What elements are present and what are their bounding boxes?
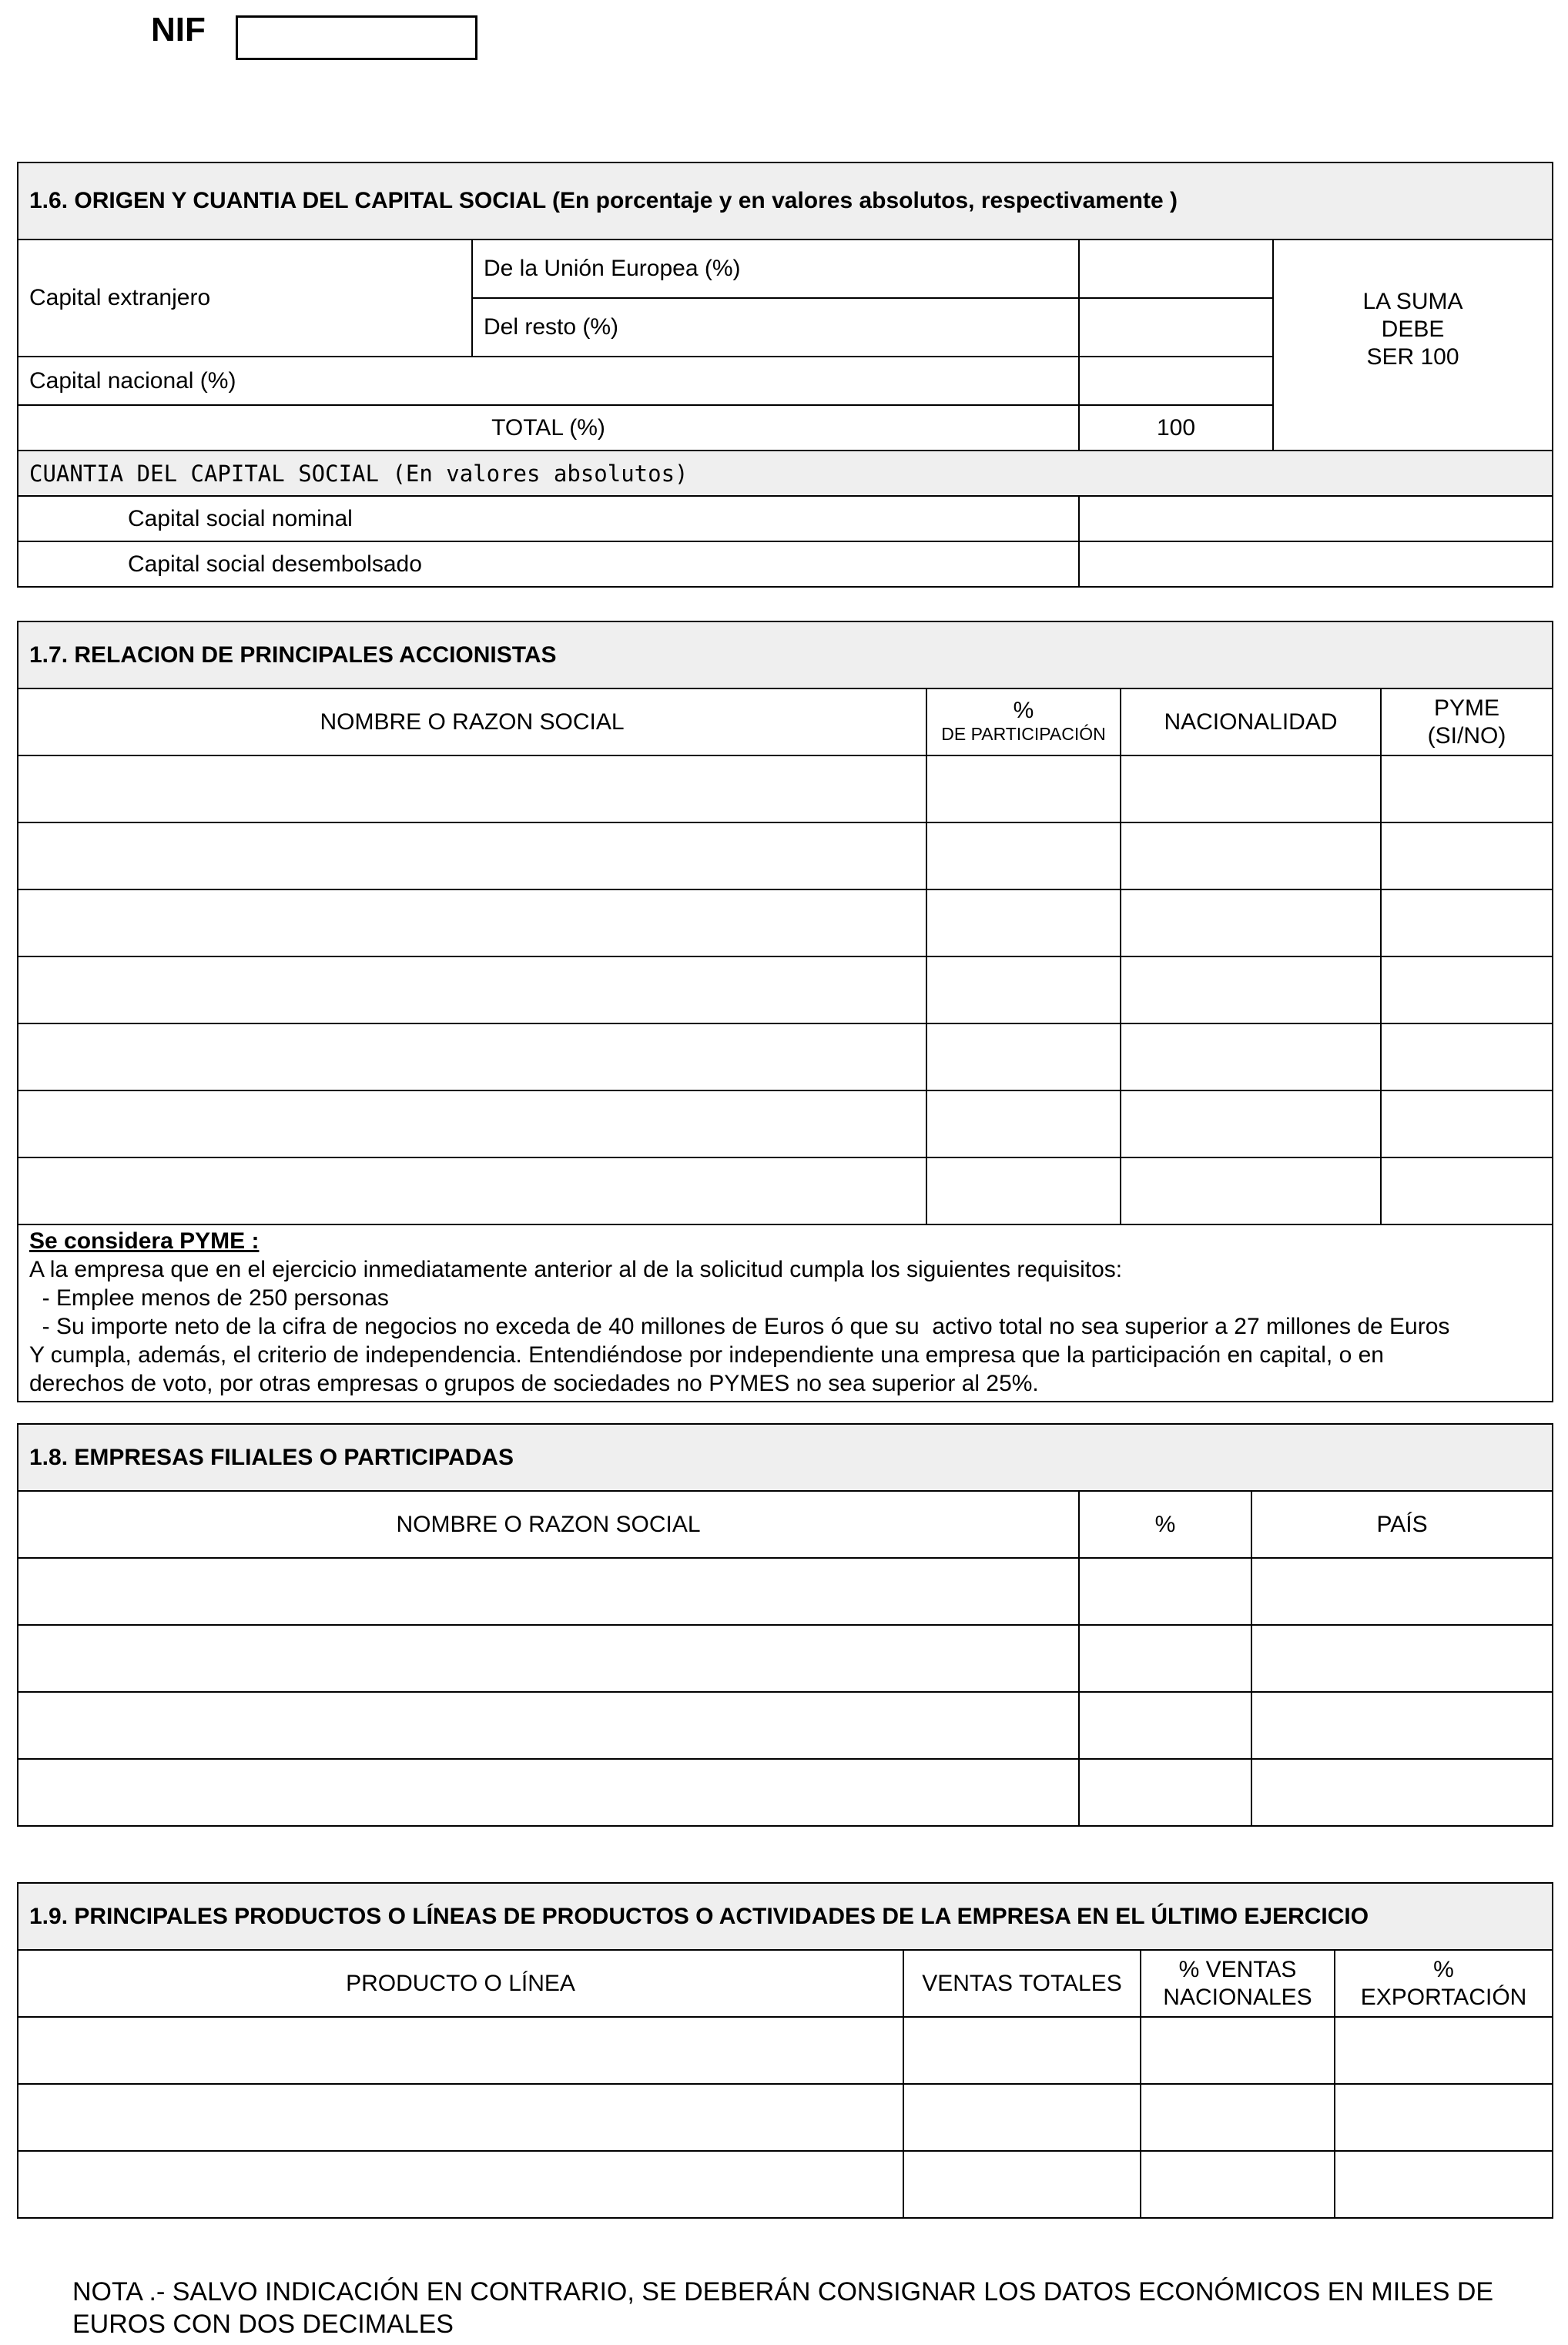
cell-input[interactable] bbox=[18, 1692, 1079, 1759]
cell-input[interactable] bbox=[1121, 755, 1381, 822]
table-row bbox=[18, 755, 1553, 822]
desembolsado-input[interactable] bbox=[1079, 541, 1553, 587]
cell-input[interactable] bbox=[1335, 2084, 1553, 2151]
cell-input[interactable] bbox=[18, 1090, 926, 1157]
cell-input[interactable] bbox=[1381, 822, 1553, 889]
cell-input[interactable] bbox=[1141, 2084, 1335, 2151]
pyme-definition bbox=[18, 1224, 1553, 1402]
cell-input[interactable] bbox=[926, 1023, 1121, 1090]
cell-input[interactable] bbox=[903, 2017, 1141, 2084]
suma-note bbox=[1273, 240, 1553, 451]
col-nombre-header: NOMBRE O RAZON SOCIAL bbox=[18, 688, 926, 755]
cell-input[interactable] bbox=[1251, 1759, 1553, 1826]
table-row bbox=[18, 2084, 1553, 2151]
col-exportacion-line-2: EXPORTACIÓN bbox=[1360, 1984, 1527, 2010]
cell-input[interactable] bbox=[903, 2151, 1141, 2218]
col-ventas-nacionales-line-1: % VENTAS bbox=[1178, 1956, 1297, 1982]
col-pct-header bbox=[926, 688, 1121, 755]
col-pct-sub: DE PARTICIPACIÓN bbox=[941, 723, 1106, 744]
col-pyme-line-1: PYME bbox=[1434, 695, 1500, 721]
cell-input[interactable] bbox=[18, 956, 926, 1023]
table-row bbox=[18, 1625, 1553, 1692]
col-pct-header: % bbox=[1079, 1491, 1251, 1558]
cell-input[interactable] bbox=[1121, 1090, 1381, 1157]
cell-input[interactable] bbox=[18, 755, 926, 822]
suma-line-3: SER 100 bbox=[1366, 344, 1459, 370]
cell-input[interactable] bbox=[903, 2084, 1141, 2151]
cell-input[interactable] bbox=[1335, 2017, 1553, 2084]
col-ventas-nacionales-header bbox=[1141, 1950, 1335, 2017]
table-row bbox=[18, 2017, 1553, 2084]
col-ventas-header: VENTAS TOTALES bbox=[903, 1950, 1141, 2017]
table-row bbox=[18, 1090, 1553, 1157]
cell-input[interactable] bbox=[926, 956, 1121, 1023]
section-1-6-title: 1.6. ORIGEN Y CUANTIA DEL CAPITAL SOCIAL (En porcentaje y en valores absolutos, respectivamente ) bbox=[18, 162, 1553, 240]
cell-input[interactable] bbox=[1251, 1692, 1553, 1759]
cell-input[interactable] bbox=[1121, 1157, 1381, 1224]
nota-text: NOTA .- SALVO INDICACIÓN EN CONTRARIO, SE DEBERÁN CONSIGNAR LOS DATOS ECONÓMICOS EN MILES DE EUROS CON DOS DECIMALES bbox=[72, 2277, 1494, 2339]
pyme-line: - Su importe neto de la cifra de negocios no exceda de 40 millones de Euros ó que su activo total no sea superior a 27 millones de Euros bbox=[29, 1314, 1450, 1339]
accionistas-table bbox=[17, 621, 1553, 1402]
cell-input[interactable] bbox=[926, 1090, 1121, 1157]
cuantia-header: CUANTIA DEL CAPITAL SOCIAL (En valores absolutos) bbox=[18, 451, 1553, 496]
capital-social-table bbox=[17, 162, 1553, 588]
cell-input[interactable] bbox=[1141, 2151, 1335, 2218]
del-resto-input[interactable] bbox=[1079, 298, 1273, 357]
cell-input[interactable] bbox=[18, 1157, 926, 1224]
table-row bbox=[18, 1157, 1553, 1224]
cell-input[interactable] bbox=[1381, 1023, 1553, 1090]
cell-input[interactable] bbox=[1335, 2151, 1553, 2218]
pyme-line: - Emplee menos de 250 personas bbox=[29, 1285, 389, 1311]
cell-input[interactable] bbox=[1251, 1558, 1553, 1625]
total-label: TOTAL (%) bbox=[18, 405, 1079, 451]
cell-input[interactable] bbox=[18, 2084, 903, 2151]
cell-input[interactable] bbox=[18, 1625, 1079, 1692]
suma-line-1: LA SUMA bbox=[1362, 289, 1463, 314]
pyme-line: Y cumpla, además, el criterio de independencia. Entendiéndose por independiente una empresa que la participación en capital, o en bbox=[29, 1342, 1384, 1368]
cell-input[interactable] bbox=[18, 1558, 1079, 1625]
cell-input[interactable] bbox=[18, 889, 926, 956]
suma-line-2: DEBE bbox=[1381, 317, 1445, 342]
table-row bbox=[18, 1558, 1553, 1625]
cell-input[interactable] bbox=[1079, 1692, 1251, 1759]
cell-input[interactable] bbox=[926, 889, 1121, 956]
section-1-7-title: 1.7. RELACION DE PRINCIPALES ACCIONISTAS bbox=[18, 621, 1553, 688]
cell-input[interactable] bbox=[1121, 889, 1381, 956]
cell-input[interactable] bbox=[1381, 1090, 1553, 1157]
capital-extranjero-label: Capital extranjero bbox=[18, 240, 472, 357]
col-pyme-line-2: (SI/NO) bbox=[1427, 722, 1506, 749]
cell-input[interactable] bbox=[1079, 1625, 1251, 1692]
cell-input[interactable] bbox=[1121, 956, 1381, 1023]
cell-input[interactable] bbox=[1251, 1625, 1553, 1692]
table-row bbox=[18, 1023, 1553, 1090]
col-pct-symbol: % bbox=[1013, 697, 1034, 723]
col-nacionalidad-header: NACIONALIDAD bbox=[1121, 688, 1381, 755]
cell-input[interactable] bbox=[1381, 1157, 1553, 1224]
col-pyme-header bbox=[1381, 688, 1553, 755]
col-exportacion-line-1: % bbox=[1433, 1956, 1454, 1982]
cell-input[interactable] bbox=[18, 822, 926, 889]
table-row bbox=[18, 889, 1553, 956]
nif-input[interactable] bbox=[236, 15, 477, 60]
filiales-table bbox=[17, 1423, 1553, 1827]
cell-input[interactable] bbox=[1381, 755, 1553, 822]
col-nombre-header: NOMBRE O RAZON SOCIAL bbox=[18, 1491, 1079, 1558]
cell-input[interactable] bbox=[18, 2151, 903, 2218]
nominal-input[interactable] bbox=[1079, 496, 1553, 541]
table-row bbox=[18, 1692, 1553, 1759]
table-row bbox=[18, 822, 1553, 889]
nif-label: NIF bbox=[151, 11, 206, 49]
union-europea-input[interactable] bbox=[1079, 240, 1273, 298]
cell-input[interactable] bbox=[18, 1023, 926, 1090]
section-1-8-title: 1.8. EMPRESAS FILIALES O PARTICIPADAS bbox=[18, 1424, 1553, 1491]
cell-input[interactable] bbox=[18, 2017, 903, 2084]
cell-input[interactable] bbox=[1079, 1759, 1251, 1826]
cell-input[interactable] bbox=[926, 822, 1121, 889]
total-value: 100 bbox=[1079, 405, 1273, 451]
union-europea-label: De la Unión Europea (%) bbox=[472, 240, 1079, 298]
cell-input[interactable] bbox=[926, 1157, 1121, 1224]
del-resto-label: Del resto (%) bbox=[472, 298, 1079, 357]
table-row bbox=[18, 956, 1553, 1023]
pyme-line: derechos de voto, por otras empresas o grupos de sociedades no PYMES no sea superior al 25%. bbox=[29, 1371, 1039, 1396]
capital-nacional-input[interactable] bbox=[1079, 357, 1273, 405]
cell-input[interactable] bbox=[1121, 1023, 1381, 1090]
cell-input[interactable] bbox=[1141, 2017, 1335, 2084]
cell-input[interactable] bbox=[1121, 822, 1381, 889]
cell-input[interactable] bbox=[1381, 956, 1553, 1023]
desembolsado-label: Capital social desembolsado bbox=[18, 541, 1079, 587]
table-row bbox=[18, 2151, 1553, 2218]
col-ventas-nacionales-line-2: NACIONALES bbox=[1163, 1984, 1312, 2010]
nominal-label: Capital social nominal bbox=[18, 496, 1079, 541]
col-pais-header: PAÍS bbox=[1251, 1491, 1553, 1558]
col-exportacion-header bbox=[1335, 1950, 1553, 2017]
cell-input[interactable] bbox=[1381, 889, 1553, 956]
section-1-9-title: 1.9. PRINCIPALES PRODUCTOS O LÍNEAS DE PRODUCTOS O ACTIVIDADES DE LA EMPRESA EN EL ÚLTIMO EJERCICIO bbox=[18, 1883, 1553, 1950]
pyme-title: Se considera PYME : bbox=[29, 1228, 260, 1254]
cell-input[interactable] bbox=[1079, 1558, 1251, 1625]
table-row bbox=[18, 1759, 1553, 1826]
productos-table bbox=[17, 1882, 1553, 2219]
col-producto-header: PRODUCTO O LÍNEA bbox=[18, 1950, 903, 2017]
cell-input[interactable] bbox=[18, 1759, 1079, 1826]
pyme-line: A la empresa que en el ejercicio inmediatamente anterior al de la solicitud cumpla los siguientes requisitos: bbox=[29, 1257, 1123, 1282]
cell-input[interactable] bbox=[926, 755, 1121, 822]
capital-nacional-label: Capital nacional (%) bbox=[18, 357, 1079, 405]
